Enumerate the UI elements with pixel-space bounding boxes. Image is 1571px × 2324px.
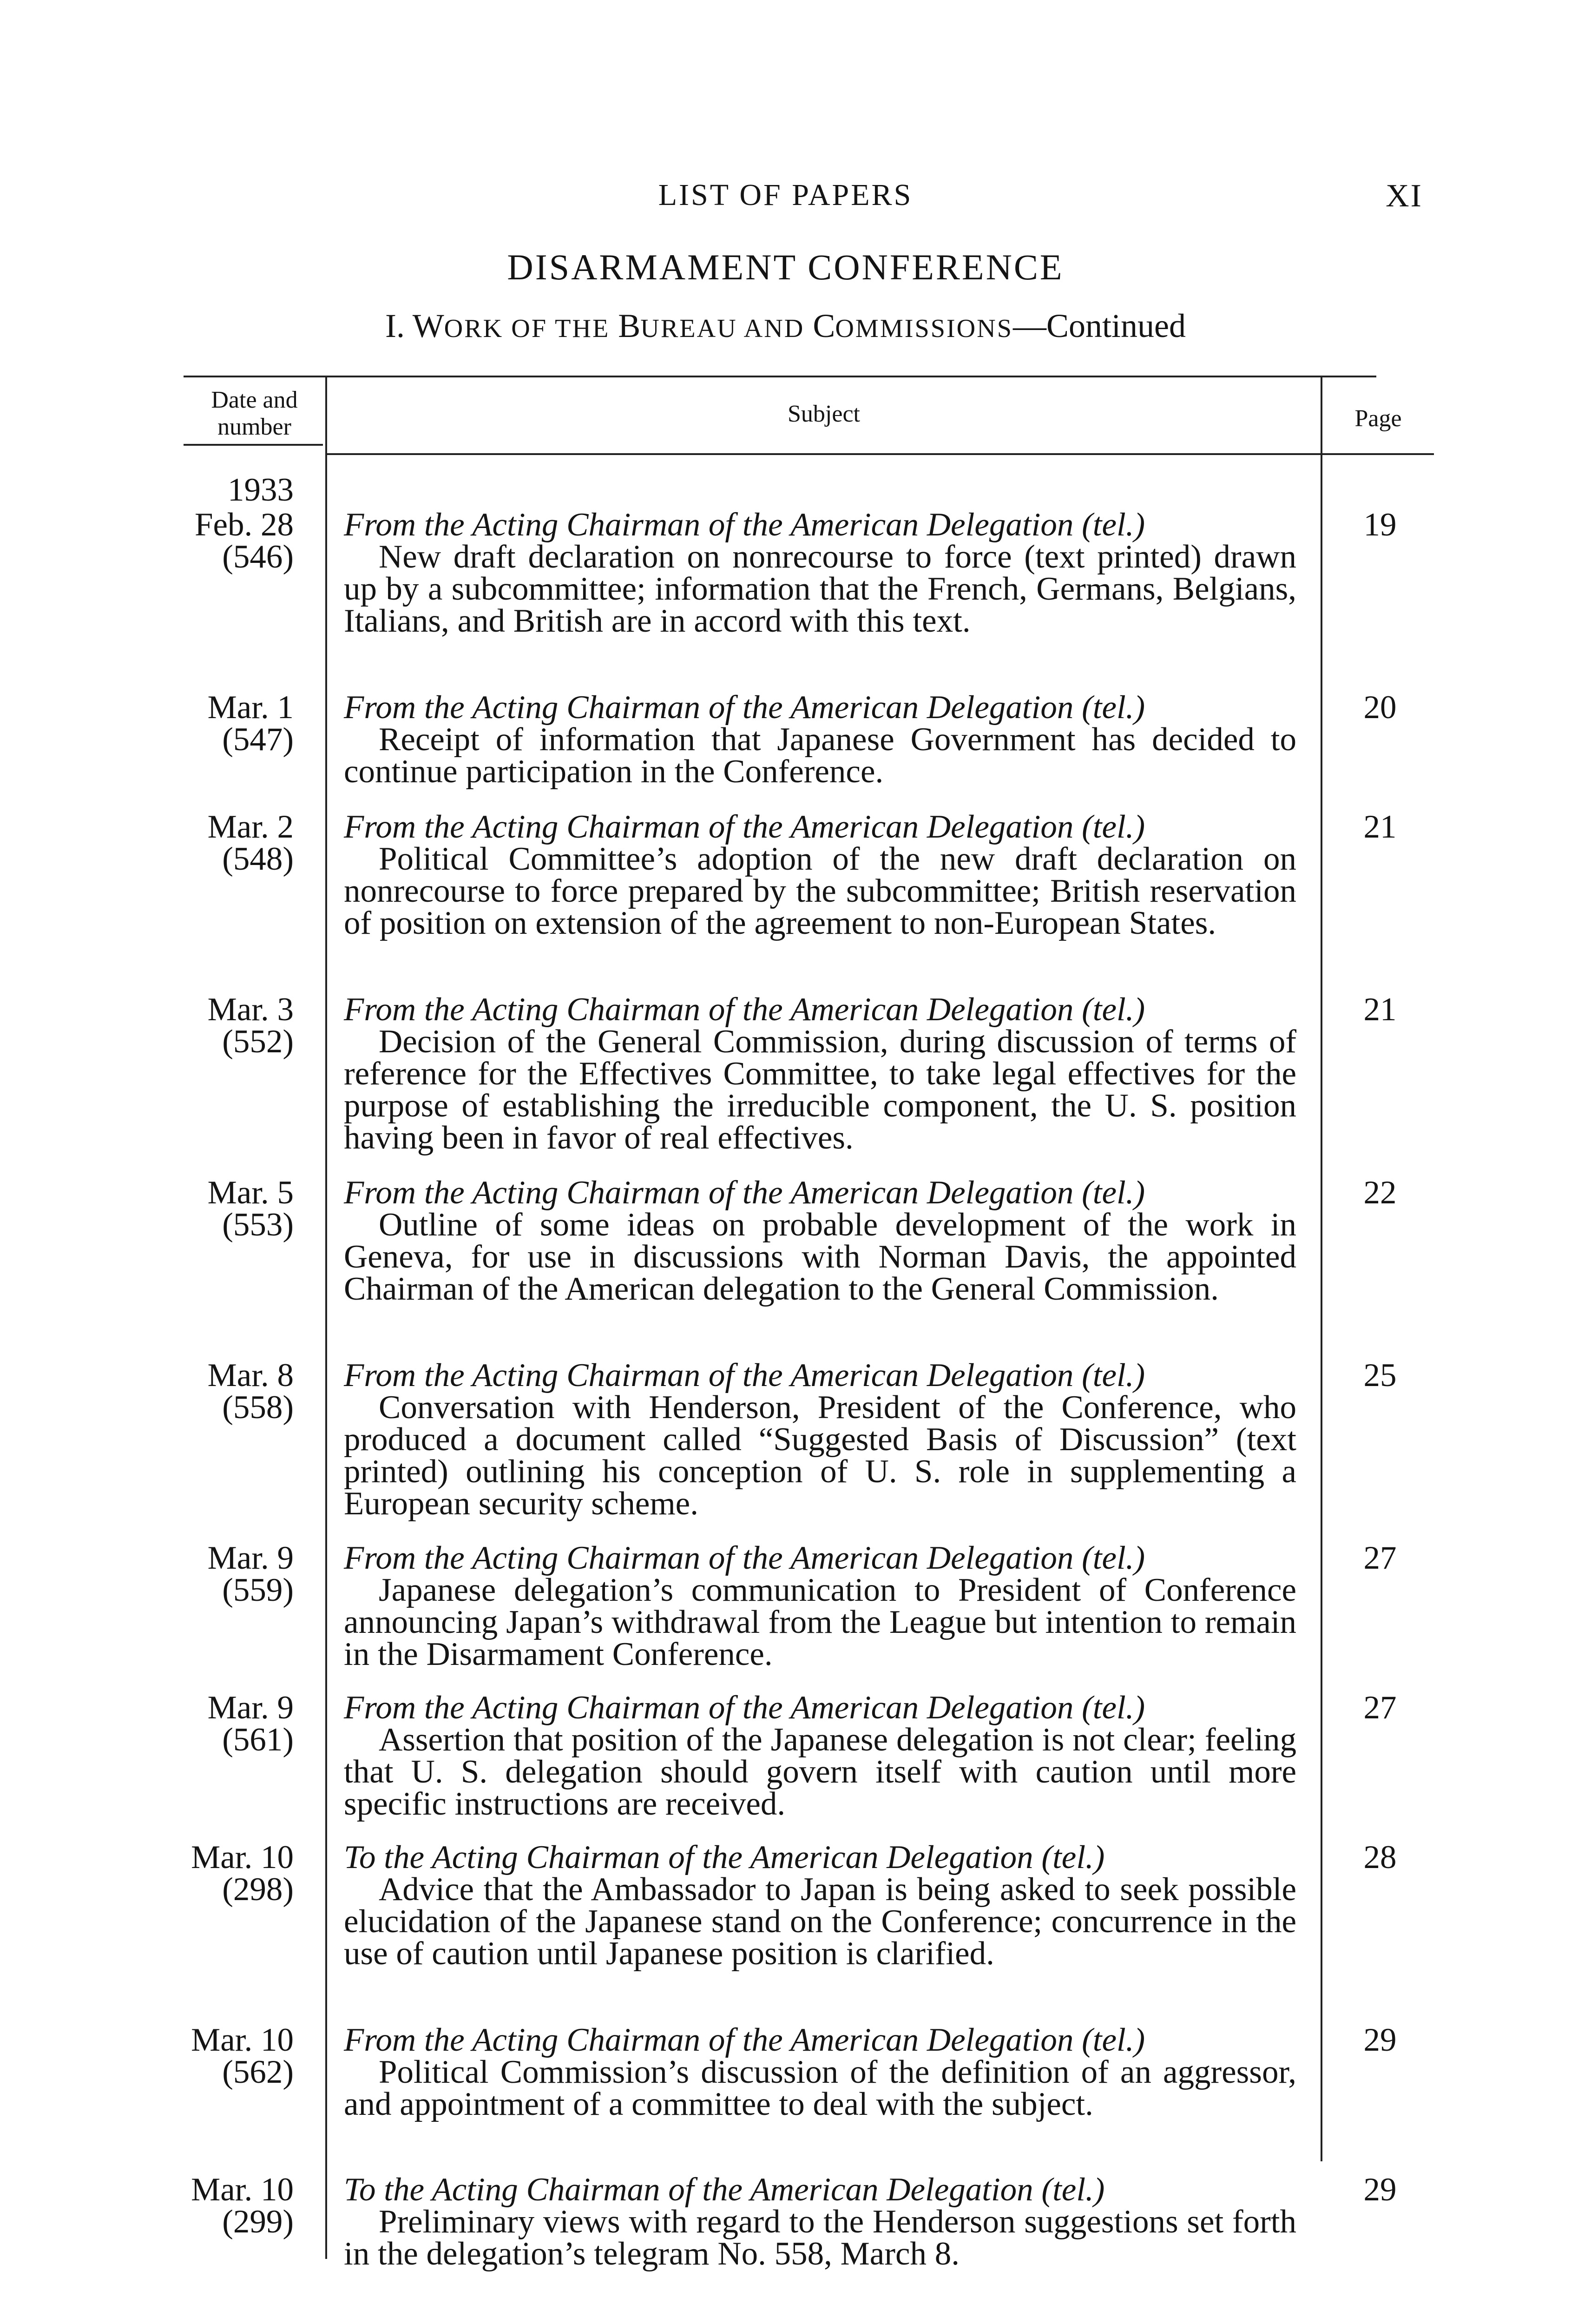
entry-description: Japanese delegation’s communication to President of Conference announcing Japan’s withdrawal from the League but intention to remain in the Disarmament Conference. xyxy=(344,1572,1296,1672)
entry-subject xyxy=(344,1177,1296,1305)
entry-correspondent: From the Acting Chairman of the American Delegation (tel.) xyxy=(344,1175,1145,1211)
entry-date: Mar. 1 (547) xyxy=(207,689,294,758)
entry-description: Outline of some ideas on probable development of the work in Geneva, for use in discussions with Norman Davis, the appointed Chairman of the American delegation to the General Commission. xyxy=(344,1207,1296,1307)
column-divider-left xyxy=(325,376,327,2259)
entry-page: 21 xyxy=(1363,991,1397,1028)
entry-description: Assertion that position of the Japanese delegation is not clear; feeling that U. S. delegation should govern itself with caution until more specific instructions are received. xyxy=(344,1722,1296,1822)
entry-subject xyxy=(344,2024,1296,2120)
entry-subject xyxy=(344,509,1296,637)
entry-date: Mar. 10 (562) xyxy=(191,2022,294,2090)
entry-date: Mar. 3 (552) xyxy=(207,991,294,1060)
entry-correspondent: From the Acting Chairman of the American Delegation (tel.) xyxy=(344,1357,1145,1393)
entry-description: Advice that the Ambassador to Japan is being asked to seek possible elucidation of the Japanese stand on the Conference; concurrence in the use of caution until Japanese position is clarified. xyxy=(344,1871,1296,1972)
section-title: DISARMAMENT CONFERENCE xyxy=(507,247,1064,287)
entry-correspondent: From the Acting Chairman of the American Delegation (tel.) xyxy=(344,991,1145,1028)
entry-subject xyxy=(344,811,1296,939)
entry-description: New draft declaration on nonrecourse to force (text printed) drawn up by a subcommittee; information that the French, Germans, Belgians, Italians, and British are in accord with this text. xyxy=(344,539,1296,639)
entry-page: 29 xyxy=(1363,2022,1397,2058)
entry-description: Conversation with Henderson, President of the Conference, who produced a document called “Suggested Basis of Discussion” (text printed) outlining his conception of U. S. role in supplementing a European security scheme. xyxy=(344,1389,1296,1522)
entry-correspondent: From the Acting Chairman of the American Delegation (tel.) xyxy=(344,1540,1145,1576)
entry-correspondent: To the Acting Chairman of the American Delegation (tel.) xyxy=(344,1839,1105,1875)
entry-date: Mar. 10 (299) xyxy=(191,2172,294,2240)
entry-page: 28 xyxy=(1363,1839,1397,1875)
subsection-title xyxy=(0,307,1571,345)
entry-subject xyxy=(344,1542,1296,1670)
entry-date: Mar. 9 (561) xyxy=(207,1690,294,1758)
subsection-suffix: —Continued xyxy=(1012,307,1186,344)
entry-date: Feb. 28 (546) xyxy=(195,507,294,575)
entry-date: Mar. 10 (298) xyxy=(191,1839,294,1908)
entry-correspondent: From the Acting Chairman of the American Delegation (tel.) xyxy=(344,809,1145,845)
entry-page: 25 xyxy=(1363,1357,1397,1393)
entry-description: Political Commission’s discussion of the definition of an aggressor, and appointment of a committee to deal with the subject. xyxy=(344,2054,1296,2122)
column-header-subject: Subject xyxy=(788,401,860,427)
entry-subject xyxy=(344,1839,1296,1972)
entry-subject xyxy=(344,689,1296,790)
page-number: XI xyxy=(1386,178,1423,214)
entry-page: 22 xyxy=(1363,1175,1397,1211)
subsection-prefix: I. W xyxy=(385,307,444,344)
entry-correspondent: From the Acting Chairman of the American Delegation (tel.) xyxy=(344,1690,1145,1726)
entry-correspondent: To the Acting Chairman of the American Delegation (tel.) xyxy=(344,2172,1105,2208)
running-title: LIST OF PAPERS xyxy=(658,178,913,212)
entry-description: Receipt of information that Japanese Government has decided to continue participation in the Conference. xyxy=(344,721,1296,790)
column-header-date-line2: number xyxy=(217,414,291,440)
entry-subject xyxy=(344,1692,1296,1820)
column-header-page: Page xyxy=(1354,405,1402,432)
entry-subject xyxy=(344,2174,1296,2270)
column-header-date xyxy=(184,387,325,441)
subsection-smallcaps-2: UREAU AND xyxy=(640,314,805,343)
header-bottom-rule-subject xyxy=(326,453,1321,455)
entry-correspondent: From the Acting Chairman of the American Delegation (tel.) xyxy=(344,507,1145,543)
subsection-cap-2: B xyxy=(610,307,641,344)
header-bottom-rule-date xyxy=(184,444,323,446)
entry-subject xyxy=(344,1357,1296,1522)
entry-page: 27 xyxy=(1363,1540,1397,1576)
table-top-rule xyxy=(184,376,1376,377)
subsection-smallcaps-3: OMMISSIONS xyxy=(835,314,1013,343)
subsection-cap-3: C xyxy=(804,307,835,344)
entry-page: 21 xyxy=(1363,809,1397,845)
column-header-date-line1: Date and xyxy=(211,387,298,413)
entry-page: 19 xyxy=(1363,507,1397,543)
entry-correspondent: From the Acting Chairman of the American Delegation (tel.) xyxy=(344,2022,1145,2058)
entry-description: Preliminary views with regard to the Henderson suggestions set forth in the delegation’s telegram No. 558, March 8. xyxy=(344,2204,1296,2272)
entry-page: 20 xyxy=(1363,689,1397,726)
column-divider-right xyxy=(1321,376,1322,2161)
subsection-smallcaps-1: ORK OF THE xyxy=(444,314,610,343)
year-label: 1933 xyxy=(228,472,294,508)
entry-description: Decision of the General Commission, during discussion of terms of reference for the Effectives Committee, to take legal effectives for the purpose of establishing the irreducible component, the U. S. position having been in favor of real effectives. xyxy=(344,1023,1296,1156)
entry-description: Political Committee’s adoption of the new draft declaration on nonrecourse to force prepared by the subcommittee; British reservation of position on extension of the agreement to non-European States. xyxy=(344,841,1296,941)
entry-date: Mar. 9 (559) xyxy=(207,1540,294,1608)
entry-date: Mar. 5 (553) xyxy=(207,1175,294,1243)
entry-subject xyxy=(344,991,1296,1156)
entry-date: Mar. 8 (558) xyxy=(207,1357,294,1426)
entry-correspondent: From the Acting Chairman of the American Delegation (tel.) xyxy=(344,689,1145,726)
header-bottom-rule-page xyxy=(1322,453,1434,455)
entry-page: 29 xyxy=(1363,2172,1397,2208)
entry-page: 27 xyxy=(1363,1690,1397,1726)
entry-date: Mar. 2 (548) xyxy=(207,809,294,877)
